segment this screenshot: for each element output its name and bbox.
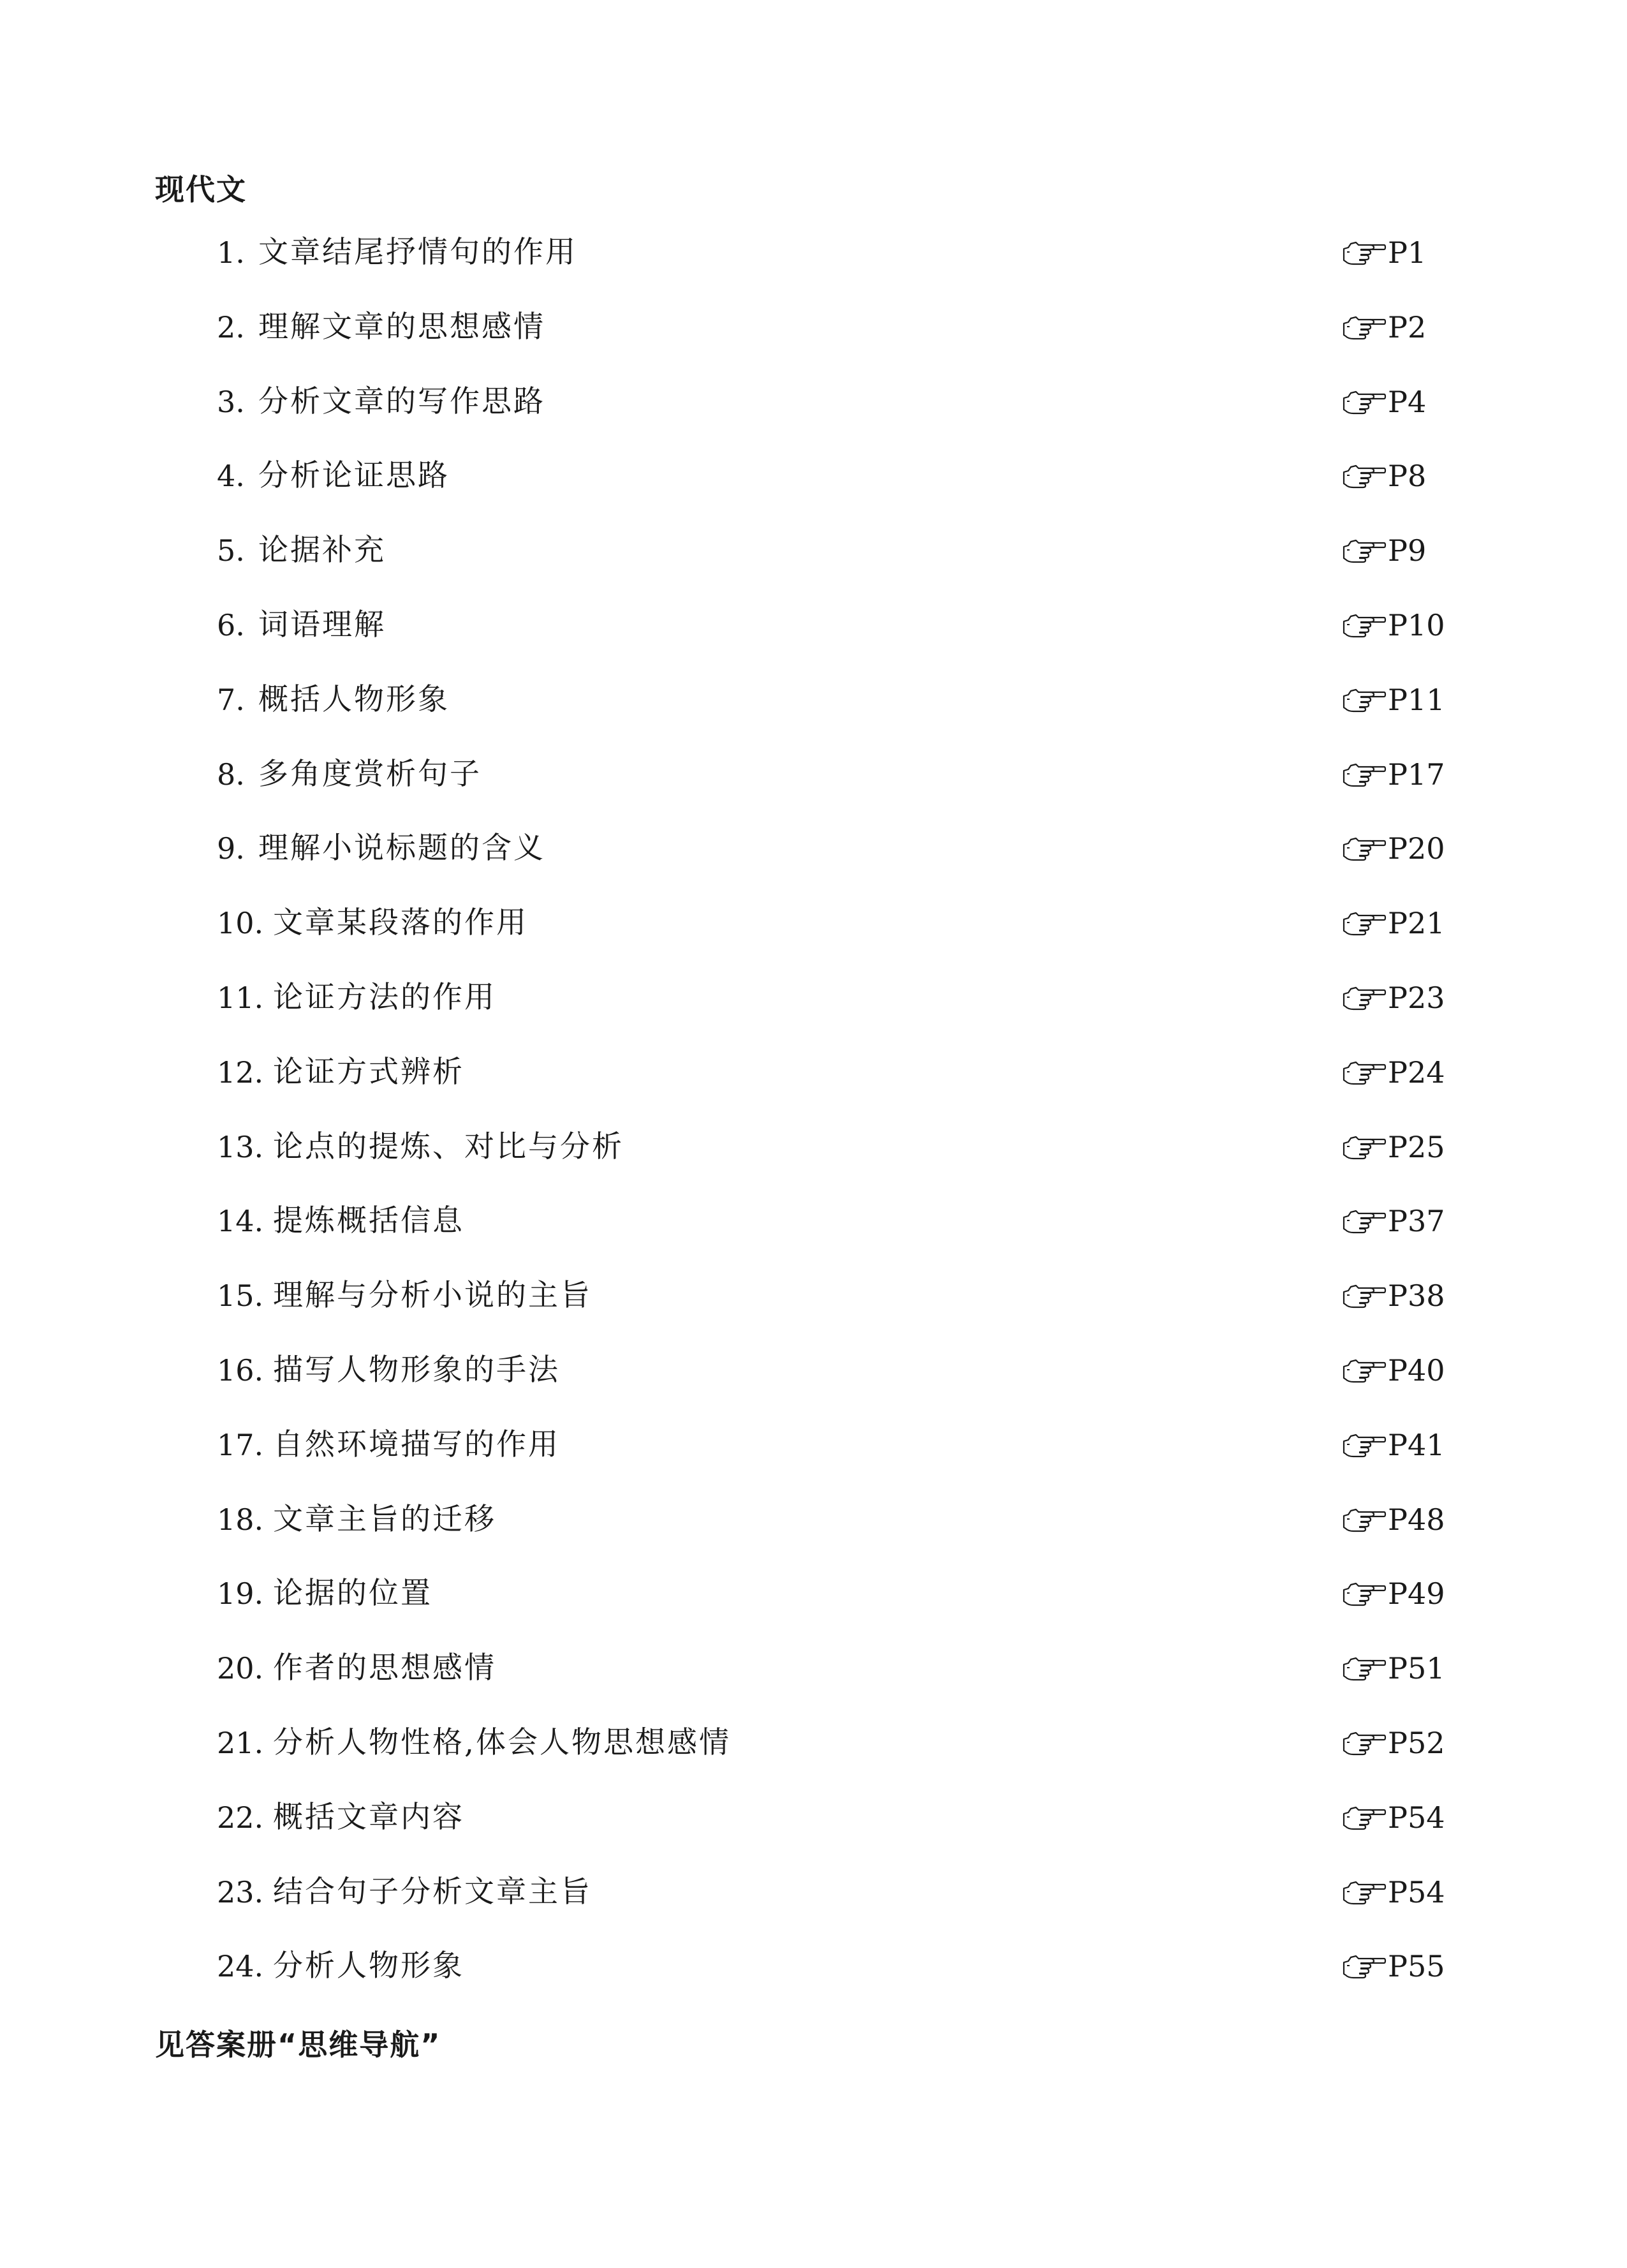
toc-item-title[interactable]: 结合句子分析文章主旨: [273, 1874, 592, 1909]
toc-item-title[interactable]: 文章某段落的作用: [273, 905, 528, 941]
toc-row[interactable]: [0, 972, 1627, 1047]
toc-item-number: 6.: [217, 607, 245, 642]
toc-page-number: P24: [1388, 1055, 1445, 1090]
toc-page-number: P8: [1388, 459, 1427, 494]
toc-row[interactable]: [0, 302, 1627, 376]
pointing-hand-icon: [1342, 1049, 1387, 1075]
toc-page-number: P54: [1388, 1800, 1445, 1835]
toc-item-number: 11.: [217, 980, 264, 1015]
toc-item-title[interactable]: 分析论证思路: [258, 458, 450, 494]
toc-item-number: 10.: [217, 906, 264, 941]
toc-row[interactable]: [0, 749, 1627, 824]
toc-item-number: 23.: [217, 1874, 264, 1909]
toc-row[interactable]: [0, 600, 1627, 674]
toc-item-number: 16.: [217, 1353, 264, 1388]
toc-page-ref[interactable]: [1342, 525, 1426, 576]
toc-item-number: 18.: [217, 1502, 264, 1537]
toc-item-number: 17.: [217, 1427, 264, 1462]
pointing-hand-icon: [1342, 1347, 1387, 1373]
toc-item-number: 3.: [217, 384, 245, 419]
pointing-hand-icon: [1342, 1571, 1387, 1596]
toc-page-ref[interactable]: [1342, 1122, 1445, 1173]
toc-page-number: P11: [1388, 682, 1445, 717]
toc-row[interactable]: [0, 1122, 1627, 1196]
toc-item-title[interactable]: 理解文章的思想感情: [258, 309, 545, 345]
toc-page-ref[interactable]: [1342, 600, 1445, 651]
toc-page-ref[interactable]: [1342, 674, 1445, 725]
toc-page-ref[interactable]: [1342, 1717, 1445, 1768]
pointing-hand-icon: [1342, 1198, 1387, 1224]
toc-page-number: P48: [1388, 1502, 1445, 1537]
pointing-hand-icon: [1342, 230, 1387, 255]
toc-item-title[interactable]: 文章主旨的迁移: [273, 1501, 496, 1537]
toc-page-number: P17: [1388, 757, 1445, 792]
toc-item-number: 24.: [217, 1949, 264, 1984]
toc-page-ref[interactable]: [1342, 1196, 1445, 1247]
toc-row[interactable]: [0, 1792, 1627, 1867]
toc-page-number: P55: [1388, 1949, 1445, 1984]
toc-page-number: P54: [1388, 1874, 1445, 1909]
toc-item-number: 22.: [217, 1800, 264, 1835]
toc-page-number: P20: [1388, 831, 1445, 866]
pointing-hand-icon: [1342, 1720, 1387, 1745]
toc-item-title[interactable]: 提炼概括信息: [273, 1203, 464, 1239]
toc-item-title[interactable]: 分析人物性格,体会人物思想感情: [273, 1724, 731, 1760]
toc-page-number: P38: [1388, 1279, 1445, 1314]
toc-page-ref[interactable]: [1342, 1792, 1445, 1843]
footer-note: 见答案册“思维导航”: [155, 2027, 441, 2062]
toc-page-number: P23: [1388, 980, 1445, 1015]
pointing-hand-icon: [1342, 602, 1387, 628]
toc-item-title[interactable]: 分析文章的写作思路: [258, 383, 545, 419]
toc-item-number: 19.: [217, 1576, 264, 1612]
toc-row[interactable]: [0, 1643, 1627, 1717]
toc-row[interactable]: [0, 227, 1627, 302]
toc-row[interactable]: [0, 376, 1627, 451]
toc-item-number: 13.: [217, 1129, 264, 1164]
toc-page-number: P51: [1388, 1651, 1445, 1686]
toc-item-number: 2.: [217, 309, 245, 345]
toc-item-title[interactable]: 论据的位置: [273, 1576, 432, 1612]
toc-page-number: P10: [1388, 607, 1445, 642]
toc-page-ref[interactable]: [1342, 1419, 1445, 1471]
toc-page-number: P25: [1388, 1129, 1445, 1164]
pointing-hand-icon: [1342, 379, 1387, 404]
toc-page-ref[interactable]: [1342, 898, 1445, 949]
toc-page-ref[interactable]: [1342, 1494, 1445, 1545]
toc-page-number: P2: [1388, 309, 1427, 345]
pointing-hand-icon: [1342, 528, 1387, 553]
toc-row[interactable]: [0, 450, 1627, 525]
pointing-hand-icon: [1342, 1497, 1387, 1522]
pointing-hand-icon: [1342, 752, 1387, 777]
toc-page-number: P52: [1388, 1725, 1445, 1760]
toc-item-title[interactable]: 文章结尾抒情句的作用: [258, 235, 577, 270]
toc-page-number: P9: [1388, 533, 1427, 568]
toc-item-title[interactable]: 论证方法的作用: [273, 979, 496, 1015]
toc-row[interactable]: [0, 823, 1627, 898]
toc-item-title[interactable]: 理解小说标题的含义: [258, 831, 545, 866]
toc-item-title[interactable]: 论据补充: [258, 533, 386, 568]
toc-page-ref[interactable]: [1342, 1867, 1445, 1918]
toc-page-ref[interactable]: [1342, 972, 1445, 1023]
toc-page-ref[interactable]: [1342, 376, 1426, 427]
pointing-hand-icon: [1342, 304, 1387, 330]
pointing-hand-icon: [1342, 1645, 1387, 1671]
toc-row[interactable]: [0, 674, 1627, 749]
toc-item-title[interactable]: 多角度赏析句子: [258, 756, 482, 792]
toc-row[interactable]: [0, 1941, 1627, 2015]
toc-page-number: P49: [1388, 1576, 1445, 1612]
toc-item-title[interactable]: 概括人物形象: [258, 681, 450, 717]
pointing-hand-icon: [1342, 1795, 1387, 1820]
toc-page-ref[interactable]: [1342, 1941, 1445, 1992]
toc-item-number: 15.: [217, 1279, 264, 1314]
toc-item-number: 7.: [217, 682, 245, 717]
toc-page-ref[interactable]: [1342, 450, 1426, 501]
toc-page-number: P41: [1388, 1427, 1445, 1462]
toc-item-number: 21.: [217, 1725, 264, 1760]
pointing-hand-icon: [1342, 975, 1387, 1000]
toc-item-title[interactable]: 作者的思想感情: [273, 1650, 496, 1686]
toc-page-ref[interactable]: [1342, 823, 1445, 874]
toc-row[interactable]: [0, 1867, 1627, 1941]
toc-row[interactable]: [0, 1419, 1627, 1494]
toc-item-number: 20.: [217, 1651, 264, 1686]
pointing-hand-icon: [1342, 1273, 1387, 1298]
toc-page-number: P4: [1388, 384, 1427, 419]
toc-page-ref[interactable]: [1342, 749, 1445, 800]
toc-item-title[interactable]: 理解与分析小说的主旨: [273, 1278, 592, 1314]
toc-row[interactable]: [0, 1047, 1627, 1122]
toc-item-title[interactable]: 论点的提炼、对比与分析: [273, 1129, 624, 1164]
toc-item-title[interactable]: 分析人物形象: [273, 1948, 464, 1984]
toc-item-title[interactable]: 概括文章内容: [273, 1799, 464, 1835]
pointing-hand-icon: [1342, 1422, 1387, 1448]
toc-item-number: 1.: [217, 235, 245, 270]
toc-item-number: 8.: [217, 757, 245, 792]
toc-item-number: 14.: [217, 1204, 264, 1239]
toc-row[interactable]: [0, 1717, 1627, 1792]
pointing-hand-icon: [1342, 1943, 1387, 1969]
toc-row[interactable]: [0, 525, 1627, 600]
toc-list: [0, 227, 1627, 2015]
toc-item-number: 9.: [217, 831, 245, 866]
pointing-hand-icon: [1342, 453, 1387, 478]
toc-row[interactable]: [0, 1196, 1627, 1270]
pointing-hand-icon: [1342, 1124, 1387, 1150]
toc-page-ref[interactable]: [1342, 227, 1426, 278]
toc-item-title[interactable]: 自然环境描写的作用: [273, 1427, 560, 1462]
toc-item-number: 4.: [217, 459, 245, 494]
toc-page-ref[interactable]: [1342, 302, 1426, 353]
toc-page-ref[interactable]: [1342, 1568, 1445, 1619]
toc-row[interactable]: [0, 1568, 1627, 1643]
pointing-hand-icon: [1342, 677, 1387, 702]
toc-item-title[interactable]: 论证方式辨析: [273, 1054, 464, 1090]
toc-page-ref[interactable]: [1342, 1345, 1445, 1396]
toc-row[interactable]: [0, 1270, 1627, 1345]
toc-page-ref[interactable]: [1342, 1643, 1445, 1694]
toc-page-ref[interactable]: [1342, 1270, 1445, 1321]
pointing-hand-icon: [1342, 826, 1387, 851]
toc-page-number: P40: [1388, 1353, 1445, 1388]
toc-page-number: P1: [1388, 235, 1427, 270]
toc-item-title[interactable]: 词语理解: [258, 607, 386, 642]
toc-item-title[interactable]: 描写人物形象的手法: [273, 1352, 560, 1388]
toc-row[interactable]: [0, 1494, 1627, 1569]
toc-item-number: 5.: [217, 533, 245, 568]
toc-item-number: 12.: [217, 1055, 264, 1090]
toc-page-ref[interactable]: [1342, 1047, 1445, 1098]
toc-page-number: P37: [1388, 1204, 1445, 1239]
toc-page-number: P21: [1388, 906, 1445, 941]
section-title: 现代文: [155, 172, 247, 207]
toc-row[interactable]: [0, 1345, 1627, 1419]
pointing-hand-icon: [1342, 1869, 1387, 1895]
pointing-hand-icon: [1342, 900, 1387, 926]
toc-row[interactable]: [0, 898, 1627, 972]
